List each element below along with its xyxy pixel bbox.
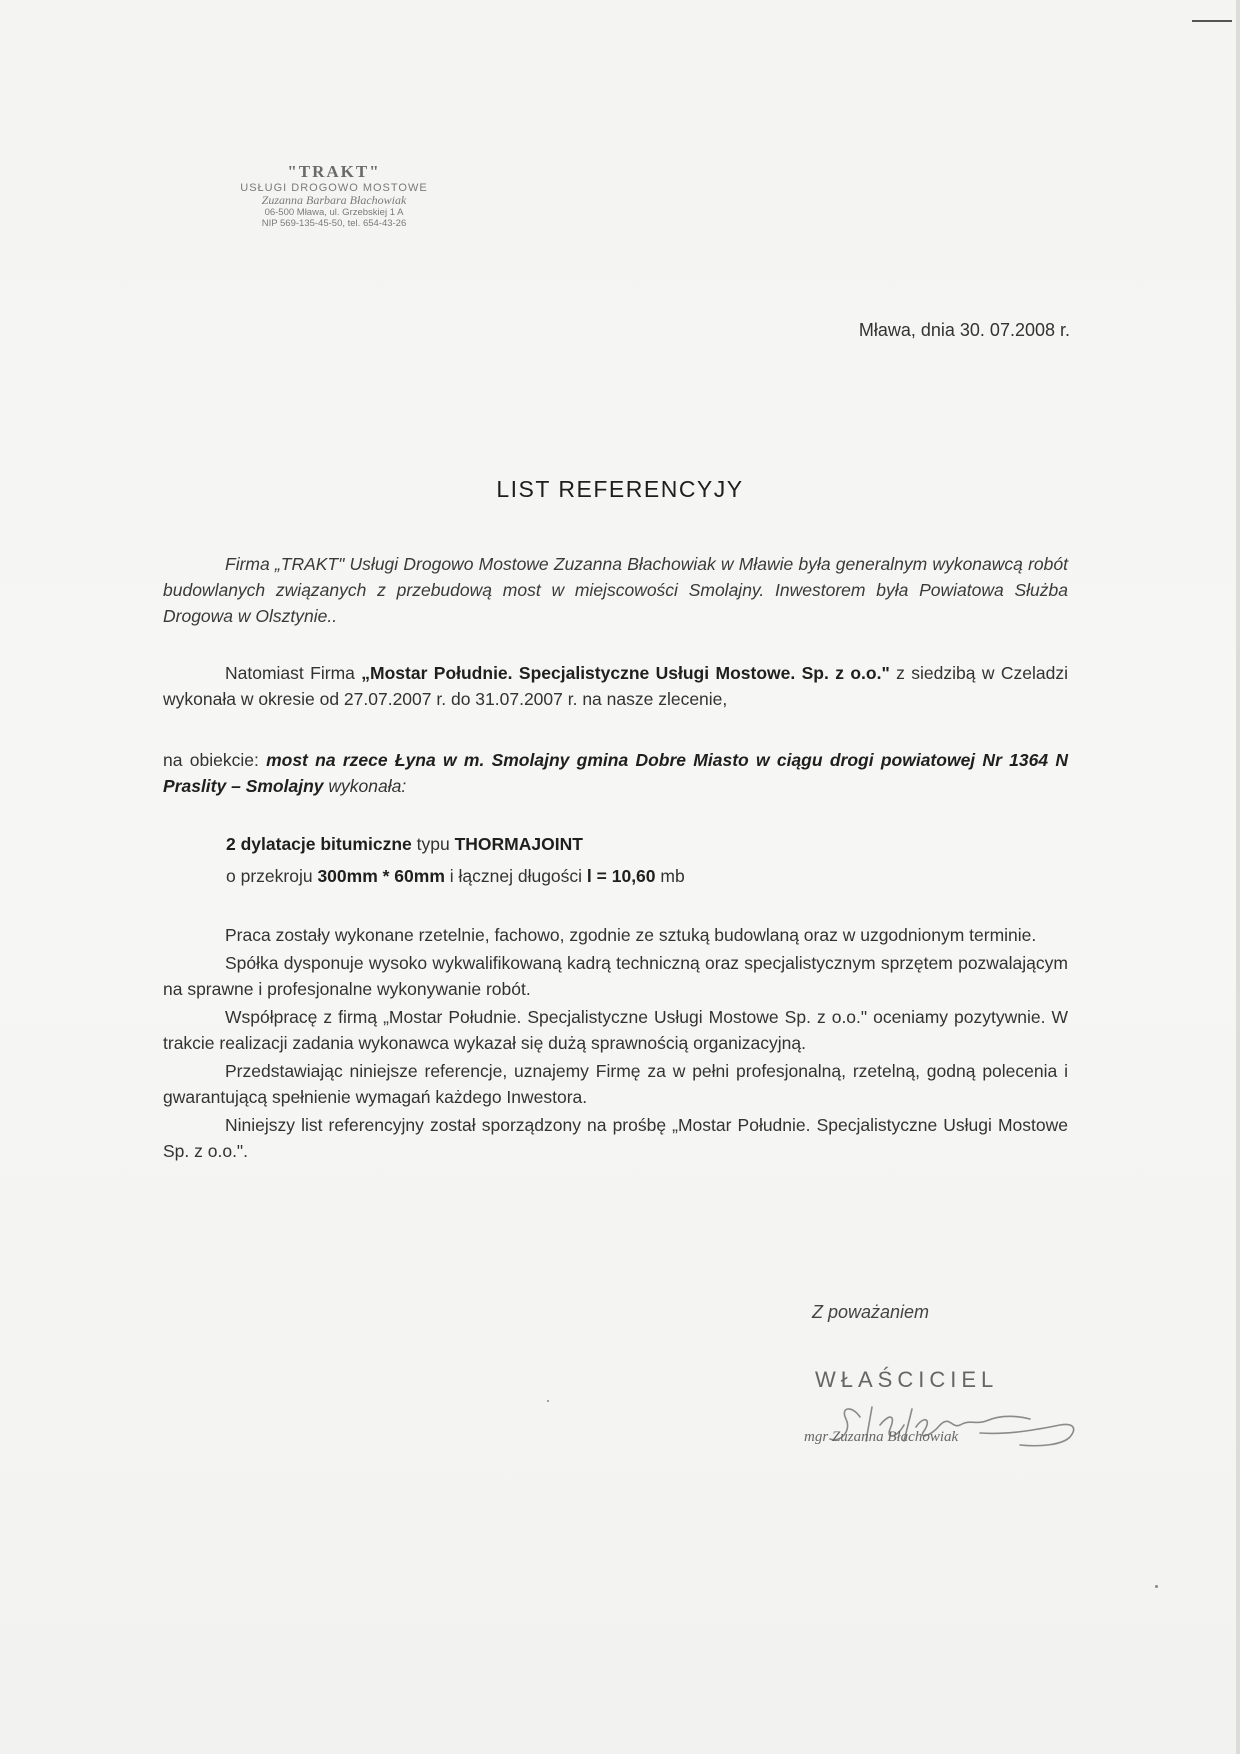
scan-speck: [1155, 1585, 1158, 1588]
dilatation-unit: mb: [655, 866, 685, 886]
signature-title: WŁAŚCICIEL: [815, 1367, 999, 1392]
contractor-prefix: Natomiast Firma: [225, 663, 362, 683]
stamp-contact: NIP 569-135-45-50, tel. 654-43-26: [261, 217, 407, 229]
scan-edge: [1236, 0, 1240, 1754]
intro-paragraph: Firma „TRAKT" Usługi Drogowo Mostowe Zuzanna Błachowiak w Mławie była generalnym wykonawcą robót budowlanych związanych z przebudową most w miejscowości Smolajny. Inwestorem była Powiatowa Służba Drogowa w Olsztynie..: [163, 554, 1068, 626]
body-paragraph: Niniejszy list referencyjny został sporządzony na prośbę „Mostar Południe. Specjalistyczne Usługi Mostowe Sp. z o.o.".: [163, 1115, 1068, 1161]
dilatation-count: 2 dylatacje bitumiczne: [226, 834, 412, 854]
dilatation-block: [226, 831, 1066, 889]
dilatation-length: l = 10,60: [586, 866, 656, 886]
body-paragraph: Współpracę z firmą „Mostar Południe. Specjalistyczne Usługi Mostowe Sp. z o.o." oceniamy pozytywnie. W trakcie realizacji zadania wykonawca wykazał się dużą sprawnością organizacyjną.: [163, 1007, 1068, 1053]
letter-date: Mława, dnia 30. 07.2008 r.: [858, 320, 1070, 340]
body-paragraph: Przedstawiając niniejsze referencje, uznajemy Firmę za w pełni profesjonalną, rzetelną, godną polecenia i gwarantującą spełnienie wymagań każdego Inwestora.: [163, 1061, 1068, 1107]
closing-phrase: Z poważaniem: [812, 1302, 930, 1322]
body-paragraph: Spółka dysponuje wysoko wykwalifikowaną kadrą techniczną oraz specjalistycznym sprzętem pozwalającym na sprawne i profesjonalne wykonywanie robót.: [163, 953, 1068, 999]
contractor-paragraph: [163, 660, 1068, 712]
stamp-address: 06-500 Mława, ul. Grzebskiej 1 A: [264, 206, 404, 218]
body-paragraph: Praca zostały wykonane rzetelnie, fachowo, zgodnie ze sztuką budowlaną oraz w uzgodnionym terminie.: [225, 925, 1037, 945]
stamp-owner: Zuzanna Barbara Błachowiak: [261, 193, 407, 208]
stamp-services: USŁUGI DROGOWO MOSTOWE: [240, 181, 428, 194]
object-paragraph: [163, 747, 1068, 799]
company-stamp: [214, 162, 454, 230]
object-suffix: wykonała:: [323, 776, 407, 796]
stamp-company-name: "TRAKT": [287, 162, 381, 181]
object-prefix: na obiekcie:: [163, 750, 267, 770]
dilatation-dimensions: 300mm * 60mm: [317, 866, 445, 886]
contractor-company: „Mostar Południe. Specjalistyczne Usługi Mostowe. Sp. z o.o.": [361, 663, 890, 683]
dilatation-type: THORMAJOINT: [454, 834, 583, 854]
signature-name: mgr Zuzanna Błachowiak: [804, 1429, 959, 1445]
dilatation-length-label: i łącznej długości: [444, 866, 587, 886]
body-paragraphs: [163, 922, 1068, 1164]
scan-mark: [1192, 20, 1232, 22]
contractor-suffix: z siedzibą w Czeladzi wykonała w okresie od 27.07.2007 r. do 31.07.2007 r. na nasze zlecenie,: [163, 663, 1068, 709]
scan-speck: [547, 1400, 549, 1402]
dilatation-line-1: [226, 831, 1066, 857]
dilatation-section-label: o przekroju: [226, 866, 318, 886]
letter-title: LIST REFERENCYJY: [496, 476, 744, 502]
dilatation-type-label: typu: [411, 834, 455, 854]
object-name: most na rzece Łyna w m. Smolajny gmina Dobre Miasto w ciągu drogi powiatowej Nr 1364 N Praslity – Smolajny: [163, 750, 1068, 796]
dilatation-line-2: [226, 863, 1066, 889]
